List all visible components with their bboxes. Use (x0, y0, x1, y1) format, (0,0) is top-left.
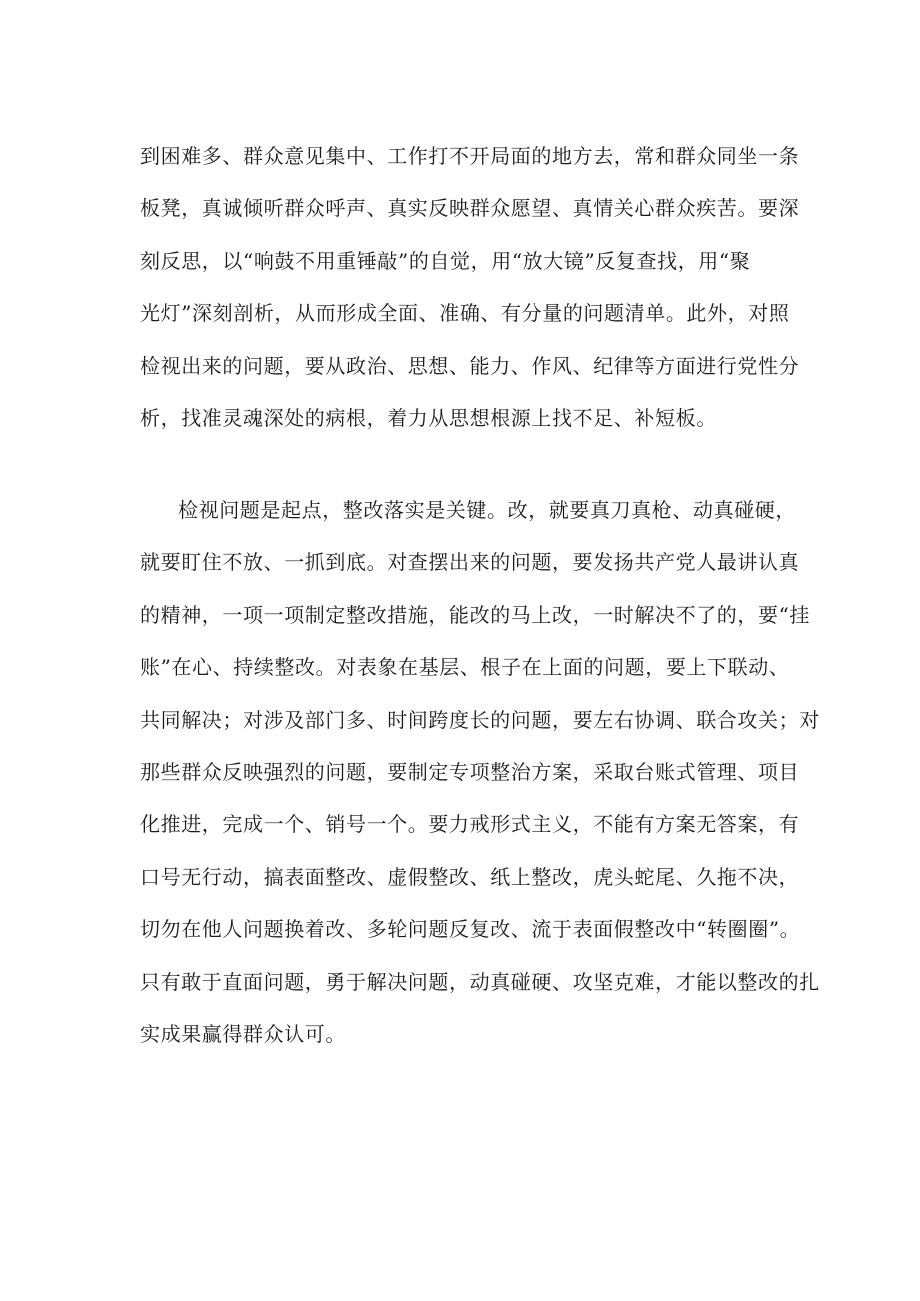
paragraph-1 (140, 130, 800, 444)
text-line: 口号无行动，搞表面整改、虚假整改、纸上整改，虎头蛇尾、久拖不决， (140, 864, 800, 889)
text-line: 切勿在他人问题换着改、多轮问题反复改、流于表面假整改中“转圈圈”。 (140, 917, 801, 942)
text-line: 那些群众反映强烈的问题，要制定专项整治方案，采取台账式管理、项目 (140, 759, 800, 784)
text-line: 只有敢于直面问题，勇于解决问题，动真碰硬、攻坚克难，才能以整改的扎 (140, 969, 820, 994)
text-line: 化推进，完成一个、销号一个。要力戒形式主义，不能有方案无答案，有 (140, 812, 800, 837)
text-line: 板凳，真诚倾听群众呼声、真实反映群众愿望、真情关心群众疾苦。要深 (140, 196, 800, 221)
text-line: 析，找准灵魂深处的病根，着力从思想根源上找不足、补短板。 (140, 405, 717, 430)
paragraph-2 (140, 484, 820, 1060)
text-line: 检视出来的问题，要从政治、思想、能力、作风、纪律等方面进行党性分 (140, 353, 800, 378)
text-line: 检视问题是起点，整改落实是关键。改，就要真刀真枪、动真碰硬， (178, 498, 796, 522)
text-line: 刻反思，以“响鼓不用重锤敲”的自觉，用“放大镜”反复查找，用“聚 (140, 248, 751, 273)
text-line: 实成果赢得群众认可。 (140, 1021, 346, 1046)
text-line: 就要盯住不放、一抓到底。对查摆出来的问题，要发扬共产党人最讲认真 (140, 550, 800, 575)
text-line: 光灯”深刻剖析，从而形成全面、准确、有分量的问题清单。此外，对照 (140, 301, 790, 326)
text-line: 共同解决；对涉及部门多、时间跨度长的问题，要左右协调、联合攻关；对 (140, 707, 820, 732)
text-line: 账”在心、持续整改。对表象在基层、根子在上面的问题，要上下联动、 (140, 655, 790, 680)
text-line: 到困难多、群众意见集中、工作打不开局面的地方去，常和群众同坐一条 (140, 144, 800, 168)
text-line: 的精神，一项一项制定整改措施，能改的马上改，一时解决不了的，要“挂 (140, 602, 811, 627)
